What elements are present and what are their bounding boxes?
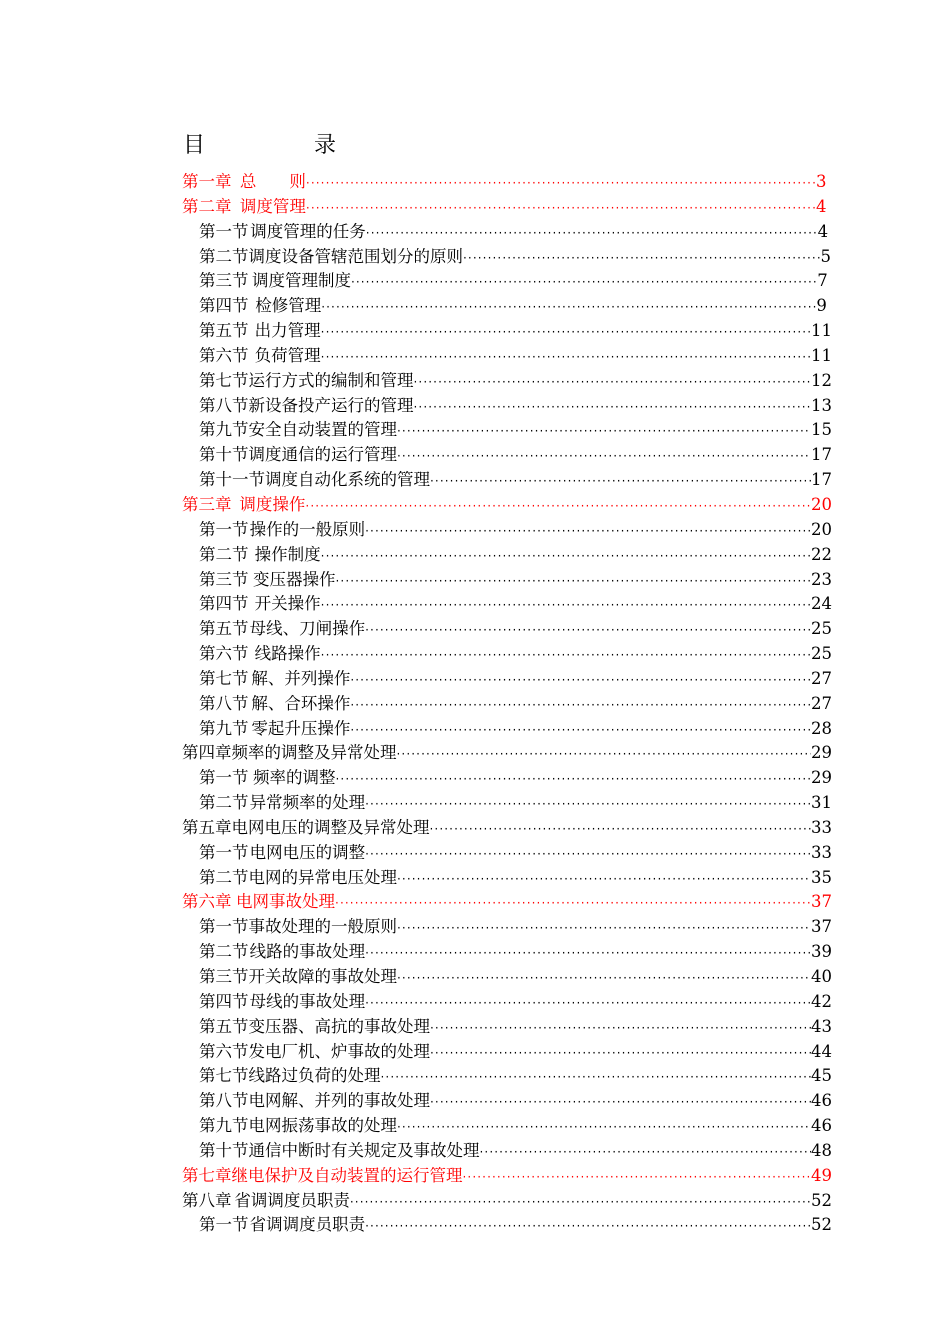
- toc-entry-number: 第五节: [199, 619, 249, 639]
- toc-section-entry[interactable]: [0, 220, 950, 245]
- toc-section-entry[interactable]: [0, 866, 950, 891]
- toc-entry-number: 第九节: [199, 718, 249, 738]
- toc-dot-leader: [365, 518, 811, 544]
- toc-entry-number: 第四节: [199, 296, 249, 316]
- toc-entry-title: 调度操作: [239, 494, 306, 514]
- toc-entry-title: 运行方式的编制和管理: [248, 370, 414, 390]
- toc-entry-number: 第三章: [182, 494, 232, 514]
- toc-section-entry[interactable]: [0, 667, 950, 692]
- toc-entry-title: 省调调度员职责: [249, 1215, 366, 1235]
- toc-entry-title: 操作的一般原则: [249, 519, 366, 539]
- toc-entry-number: 第一节: [199, 221, 249, 241]
- toc-entry-title: 调度管理的任务: [250, 221, 366, 241]
- toc-entry-title: 省调调度员职责: [234, 1190, 350, 1210]
- toc-entry-title: 事故处理的一般原则: [248, 917, 397, 937]
- toc-dot-leader: [480, 1139, 812, 1165]
- toc-dot-leader: [414, 369, 812, 395]
- toc-entry-page-number: 29: [811, 743, 832, 763]
- toc-dot-leader: [365, 791, 811, 817]
- toc-entry-number: 第六节: [199, 1041, 249, 1061]
- toc-entry-page-number: 17: [811, 445, 832, 465]
- toc-entry-title: 调度通信的运行管理: [248, 445, 397, 465]
- toc-dot-leader: [365, 990, 811, 1016]
- toc-section-entry[interactable]: [0, 642, 950, 667]
- toc-entry-title: 电网电压的调整及异常处理: [231, 817, 430, 837]
- toc-entry-title: 开关操作: [254, 594, 321, 614]
- toc-dot-leader: [335, 568, 811, 594]
- toc-section-entry[interactable]: [0, 394, 950, 419]
- toc-entry-title: 负荷管理: [254, 345, 321, 365]
- toc-entry-number: 第十节: [199, 445, 249, 465]
- toc-entry-page-number: 39: [811, 942, 832, 962]
- toc-dot-leader: [381, 1064, 812, 1090]
- toc-entry-number: 第七节: [199, 370, 249, 390]
- toc-section-entry[interactable]: [0, 1089, 950, 1114]
- toc-entry-number: 第八节: [199, 1091, 249, 1111]
- toc-dot-leader: [306, 170, 816, 196]
- toc-chapter-entry[interactable]: [0, 170, 950, 195]
- toc-entry-number: 第二节: [199, 793, 249, 813]
- toc-entry-number: 第二节: [199, 544, 249, 564]
- toc-entry-number: 第八章: [182, 1190, 232, 1210]
- toc-entry-title: 异常频率的处理: [249, 793, 366, 813]
- toc-dot-leader: [397, 443, 811, 469]
- toc-entry-title: 操作制度: [254, 544, 321, 564]
- toc-entry-number: 第七章: [182, 1165, 232, 1185]
- toc-dot-leader: [463, 1164, 812, 1190]
- toc-dot-leader: [350, 692, 811, 718]
- toc-section-entry[interactable]: [0, 1114, 950, 1139]
- toc-section-entry[interactable]: [0, 568, 950, 593]
- table-of-contents: [0, 170, 950, 1238]
- toc-entry-page-number: 46: [811, 1116, 832, 1136]
- toc-dot-leader: [351, 269, 817, 295]
- toc-dot-leader: [350, 1189, 811, 1215]
- toc-dot-leader: [335, 766, 811, 792]
- toc-entry-page-number: 4: [817, 221, 829, 241]
- toc-entry-page-number: 44: [811, 1041, 832, 1061]
- toc-entry-page-number: 43: [811, 1016, 832, 1036]
- toc-dot-leader: [306, 195, 816, 221]
- toc-entry-number: 第二节: [199, 867, 249, 887]
- toc-section-entry[interactable]: [0, 617, 950, 642]
- toc-dot-leader: [321, 642, 811, 668]
- toc-entry-number: 第三节: [199, 967, 249, 986]
- toc-entry-number: 第五节: [199, 321, 249, 341]
- toc-section-entry[interactable]: [0, 1213, 950, 1238]
- toc-entry-page-number: 45: [811, 1066, 832, 1086]
- toc-entry-number: 第一节: [199, 842, 249, 862]
- toc-section-entry[interactable]: [0, 841, 950, 866]
- toc-entry-title: 线路过负荷的处理: [248, 1066, 381, 1086]
- toc-entry-page-number: 13: [811, 395, 832, 415]
- toc-dot-leader: [321, 294, 816, 320]
- toc-entry-page-number: 5: [820, 246, 831, 266]
- toc-dot-leader: [366, 220, 818, 246]
- toc-dot-leader: [365, 841, 811, 867]
- toc-entry-page-number: 42: [811, 991, 832, 1011]
- toc-entry-number: 第一节: [199, 1215, 249, 1235]
- toc-entry-number: 第八节: [199, 693, 249, 713]
- toc-section-entry[interactable]: [0, 1040, 950, 1065]
- toc-section-entry[interactable]: [0, 294, 950, 319]
- toc-dot-leader: [397, 1114, 811, 1140]
- toc-entry-page-number: 37: [811, 917, 832, 937]
- toc-section-entry[interactable]: [0, 766, 950, 791]
- toc-section-entry[interactable]: [0, 319, 950, 344]
- toc-chapter-entry[interactable]: [0, 1189, 950, 1214]
- toc-entry-number: 第四章: [182, 743, 232, 763]
- toc-entry-page-number: 33: [811, 817, 832, 837]
- toc-entry-title: 调度自动化系统的管理: [265, 470, 430, 490]
- toc-section-entry[interactable]: [0, 1139, 950, 1164]
- toc-entry-title: 电网解、并列的事故处理: [248, 1091, 430, 1111]
- toc-dot-leader: [365, 1213, 811, 1239]
- toc-entry-title: 出力管理: [254, 321, 321, 341]
- toc-entry-number: 第三节: [199, 271, 249, 291]
- toc-section-entry[interactable]: [0, 990, 950, 1015]
- toc-entry-number: 第一节: [199, 768, 249, 788]
- toc-entry-title: 母线、刀闸操作: [249, 619, 366, 639]
- toc-section-entry[interactable]: [0, 965, 950, 990]
- toc-dot-leader: [365, 940, 811, 966]
- toc-dot-leader: [321, 319, 811, 345]
- toc-title-char-1: 目: [183, 133, 206, 158]
- toc-entry-number: 第四节: [199, 594, 249, 614]
- toc-dot-leader: [430, 816, 812, 842]
- toc-entry-title: 电网振荡事故的处理: [248, 1116, 397, 1136]
- toc-entry-number: 第七节: [199, 668, 249, 688]
- toc-entry-title: 电网的异常电压处理: [248, 867, 397, 887]
- toc-section-entry[interactable]: [0, 443, 950, 468]
- toc-section-entry[interactable]: [0, 269, 950, 294]
- toc-entry-page-number: 33: [811, 842, 832, 862]
- toc-entry-page-number: 25: [811, 619, 832, 639]
- toc-entry-title: 线路的事故处理: [249, 942, 366, 962]
- toc-section-entry[interactable]: [0, 1015, 950, 1040]
- toc-dot-leader: [350, 717, 811, 743]
- toc-entry-title: 解、并列操作: [251, 668, 351, 688]
- toc-entry-page-number: 49: [811, 1165, 832, 1185]
- toc-dot-leader: [430, 1040, 811, 1066]
- toc-entry-page-number: 9: [816, 296, 827, 316]
- toc-dot-leader: [397, 866, 811, 892]
- toc-entry-page-number: 11: [811, 345, 832, 365]
- toc-dot-leader: [365, 617, 811, 643]
- toc-entry-page-number: 52: [811, 1215, 832, 1235]
- toc-dot-leader: [305, 493, 811, 519]
- toc-section-entry[interactable]: [0, 717, 950, 742]
- toc-entry-title: 新设备投产运行的管理: [248, 395, 414, 415]
- toc-entry-page-number: 46: [811, 1091, 832, 1111]
- toc-entry-title: 检修管理: [255, 296, 322, 316]
- toc-entry-page-number: 23: [811, 569, 832, 589]
- toc-dot-leader: [397, 418, 811, 444]
- toc-dot-leader: [430, 1015, 811, 1041]
- toc-entry-number: 第十节: [199, 1140, 249, 1160]
- toc-entry-number: 第六节: [199, 345, 249, 365]
- toc-chapter-entry[interactable]: [0, 890, 950, 915]
- toc-section-entry[interactable]: [0, 1064, 950, 1089]
- toc-title-char-2: 录: [314, 133, 337, 158]
- toc-entry-title: 零起升压操作: [251, 718, 351, 738]
- toc-entry-title: 电网事故处理: [236, 892, 336, 912]
- toc-entry-number: 第六章: [182, 892, 232, 912]
- toc-chapter-entry[interactable]: [0, 195, 950, 220]
- toc-entry-number: 第一节: [199, 917, 249, 937]
- toc-dot-leader: [335, 890, 811, 916]
- toc-section-entry[interactable]: [0, 369, 950, 394]
- toc-entry-number: 第二章: [182, 196, 232, 216]
- toc-entry-page-number: 12: [811, 370, 832, 390]
- toc-entry-number: 第二节: [199, 246, 249, 266]
- toc-chapter-entry[interactable]: [0, 816, 950, 841]
- toc-section-entry[interactable]: [0, 592, 950, 617]
- toc-chapter-entry[interactable]: [0, 741, 950, 766]
- toc-entry-page-number: 31: [811, 793, 832, 813]
- toc-entry-page-number: 20: [811, 519, 832, 539]
- toc-entry-page-number: 15: [811, 420, 832, 440]
- toc-chapter-entry[interactable]: [0, 1164, 950, 1189]
- toc-entry-number: 第七节: [199, 1066, 249, 1086]
- toc-section-entry[interactable]: [0, 915, 950, 940]
- toc-section-entry[interactable]: [0, 791, 950, 816]
- toc-entry-title: 电网电压的调整: [249, 842, 366, 862]
- toc-entry-title: 调度设备管辖范围划分的原则: [248, 246, 463, 266]
- toc-dot-leader: [430, 1089, 811, 1115]
- toc-entry-page-number: 35: [811, 867, 832, 887]
- toc-entry-page-number: 17: [811, 470, 832, 490]
- toc-entry-number: 第五节: [199, 1016, 249, 1036]
- toc-entry-title: 频率的调整及异常处理: [231, 743, 397, 763]
- toc-entry-page-number: 27: [811, 668, 832, 688]
- toc-section-entry[interactable]: [0, 468, 950, 493]
- toc-entry-number: 第六节: [199, 644, 249, 664]
- toc-entry-page-number: 7: [817, 271, 828, 291]
- toc-entry-title: 总 则: [239, 172, 306, 191]
- toc-section-entry[interactable]: [0, 245, 950, 270]
- toc-entry-page-number: 3: [815, 172, 827, 191]
- toc-entry-title: 变压器操作: [252, 569, 336, 589]
- toc-entry-page-number: 52: [811, 1190, 832, 1210]
- toc-entry-page-number: 40: [811, 967, 832, 986]
- toc-dot-leader: [321, 592, 811, 618]
- toc-section-entry[interactable]: [0, 940, 950, 965]
- toc-entry-title: 开关故障的事故处理: [248, 967, 397, 986]
- toc-entry-page-number: 48: [811, 1140, 832, 1160]
- toc-entry-number: 第四节: [199, 991, 249, 1011]
- toc-entry-page-number: 24: [811, 594, 832, 614]
- toc-dot-leader: [350, 667, 811, 693]
- toc-chapter-entry[interactable]: [0, 493, 950, 518]
- toc-entry-page-number: 22: [811, 544, 832, 564]
- toc-entry-title: 调度管理制度: [251, 271, 351, 291]
- toc-dot-leader: [397, 965, 811, 991]
- toc-entry-number: 第九节: [199, 1116, 249, 1136]
- toc-section-entry[interactable]: [0, 518, 950, 543]
- toc-entry-page-number: 20: [811, 494, 832, 514]
- toc-dot-leader: [397, 915, 811, 941]
- toc-dot-leader: [463, 245, 820, 271]
- toc-entry-title: 线路操作: [254, 644, 321, 664]
- toc-entry-number: 第十一节: [199, 470, 265, 490]
- toc-entry-title: 继电保护及自动装置的运行管理: [231, 1165, 463, 1185]
- toc-entry-number: 第一节: [199, 519, 249, 539]
- toc-entry-title: 解、合环操作: [251, 693, 351, 713]
- toc-section-entry[interactable]: [0, 344, 950, 369]
- toc-entry-page-number: 4: [815, 196, 827, 216]
- toc-entry-page-number: 27: [811, 693, 832, 713]
- toc-entry-title: 发电厂机、炉事故的处理: [248, 1041, 430, 1061]
- toc-entry-number: 第二节: [199, 942, 249, 962]
- toc-section-entry[interactable]: [0, 692, 950, 717]
- toc-entry-title: 母线的事故处理: [249, 991, 366, 1011]
- toc-entry-number: 第八节: [199, 395, 249, 415]
- toc-dot-leader: [430, 468, 811, 494]
- toc-entry-page-number: 11: [811, 321, 832, 341]
- toc-entry-page-number: 29: [811, 768, 832, 788]
- toc-entry-title: 调度管理: [239, 196, 306, 216]
- toc-entry-page-number: 37: [811, 892, 832, 912]
- toc-entry-title: 频率的调整: [252, 768, 336, 788]
- toc-dot-leader: [321, 543, 811, 569]
- toc-dot-leader: [397, 741, 812, 767]
- toc-entry-number: 第五章: [182, 817, 232, 837]
- toc-entry-page-number: 28: [811, 718, 832, 738]
- toc-section-entry[interactable]: [0, 543, 950, 568]
- toc-section-entry[interactable]: [0, 418, 950, 443]
- toc-entry-title: 变压器、高抗的事故处理: [248, 1016, 430, 1036]
- toc-entry-number: 第一章: [182, 172, 232, 191]
- toc-dot-leader: [321, 344, 811, 370]
- toc-entry-number: 第九节: [199, 420, 249, 440]
- toc-entry-number: 第三节: [199, 569, 249, 589]
- toc-entry-title: 安全自动装置的管理: [248, 420, 397, 440]
- toc-entry-page-number: 25: [811, 644, 832, 664]
- toc-entry-title: 通信中断时有关规定及事故处理: [248, 1140, 480, 1160]
- toc-dot-leader: [414, 394, 812, 420]
